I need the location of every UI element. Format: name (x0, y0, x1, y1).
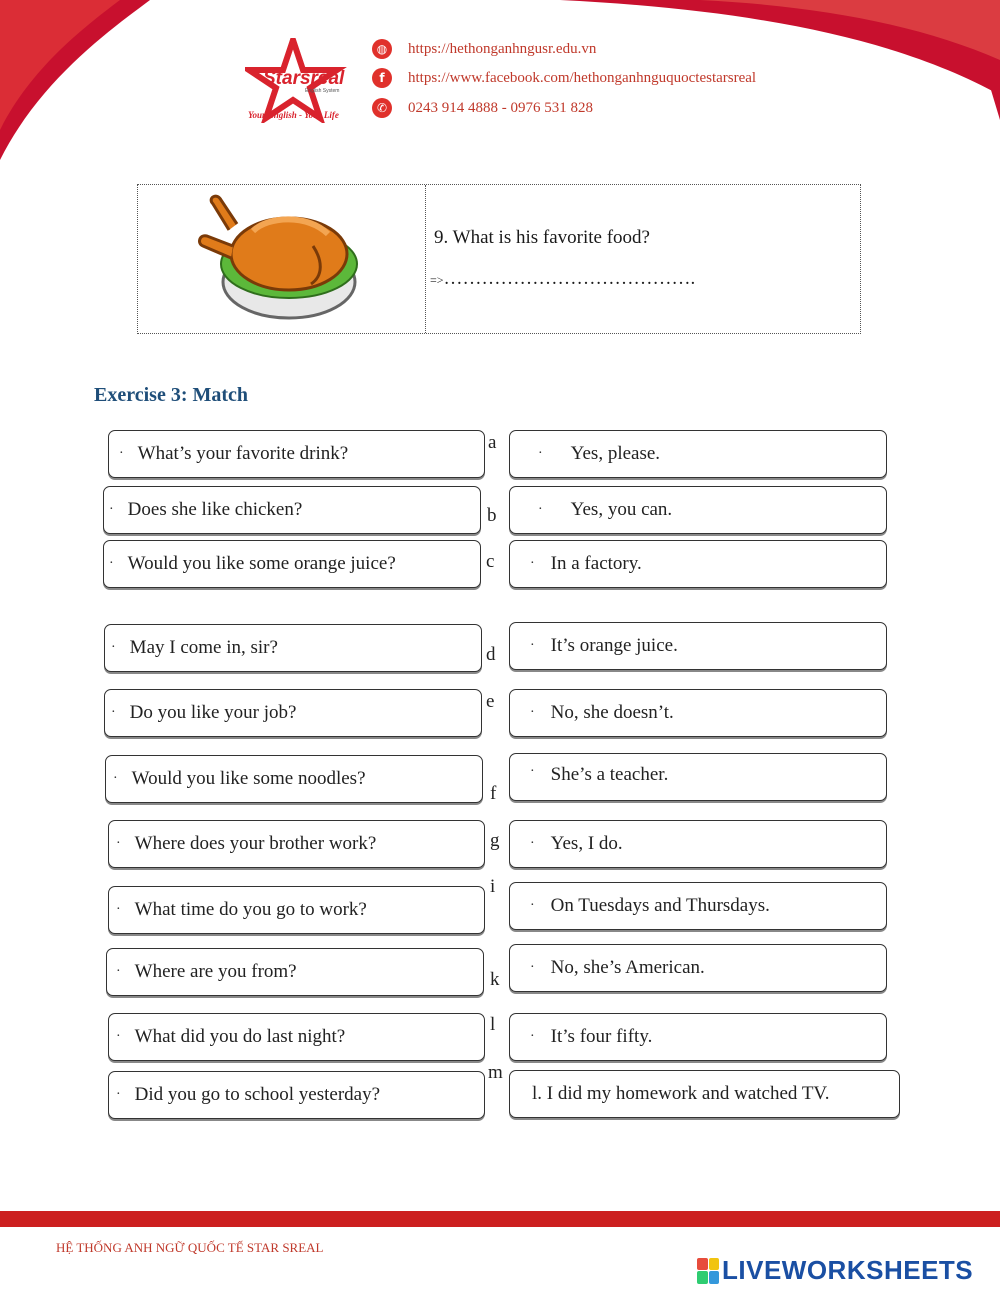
right-item-label: In a factory. (550, 553, 642, 574)
liveworksheets-brand: LIVEWORKSHEETS (722, 1255, 974, 1285)
right-item-label: It’s orange juice. (550, 635, 678, 656)
left-item-8[interactable] (108, 886, 485, 934)
left-item-9[interactable] (106, 948, 484, 996)
match-letter: f (490, 783, 497, 804)
match-letter: g (490, 830, 500, 851)
bullet: · (530, 705, 535, 720)
bullet: · (530, 556, 535, 571)
left-item-7[interactable] (108, 820, 485, 868)
left-item-label: Where are you from? (134, 961, 297, 982)
liveworksheets-logo (697, 1255, 973, 1286)
starsreal-logo (245, 38, 360, 123)
match-letter: d (486, 644, 496, 665)
left-item-5[interactable] (104, 689, 482, 737)
left-item-label: What did you do last night? (134, 1026, 346, 1047)
bullet: · (530, 764, 535, 779)
bullet: · (530, 1029, 535, 1044)
bullet: · (109, 502, 114, 517)
brand-slogan: Your English - Your Life (248, 110, 339, 120)
bullet: · (116, 964, 121, 979)
match-letter: e (486, 691, 495, 712)
right-item-2[interactable] (509, 486, 887, 534)
exercise-title: Exercise 3: Match (94, 384, 249, 406)
right-item-label: l. I did my homework and watched TV. (532, 1083, 830, 1104)
left-item-2[interactable] (103, 486, 481, 534)
left-item-label: Where does your brother work? (134, 833, 377, 854)
facebook-icon: f (372, 68, 392, 88)
left-item-label: Did you go to school yesterday? (134, 1084, 381, 1105)
globe-icon: ◍ (372, 39, 392, 59)
match-letter: a (488, 432, 497, 453)
bullet: · (109, 556, 114, 571)
right-item-label: On Tuesdays and Thursdays. (550, 895, 770, 916)
brand-name: Starsreal (263, 68, 345, 89)
right-item-4[interactable] (509, 622, 887, 670)
match-letter: i (490, 876, 496, 897)
left-item-label: May I come in, sir? (129, 637, 278, 658)
left-item-label: Do you like your job? (129, 702, 297, 723)
right-item-10[interactable] (509, 1013, 887, 1061)
match-letter: k (490, 969, 500, 990)
bullet: · (113, 771, 118, 786)
right-item-3[interactable] (509, 540, 887, 588)
left-item-label: Would you like some orange juice? (127, 553, 396, 574)
right-item-11[interactable] (509, 1070, 900, 1118)
bullet: · (538, 502, 543, 517)
bullet: · (119, 446, 124, 461)
answer-prefix: => (430, 273, 444, 287)
right-item-label: No, she doesn’t. (550, 702, 674, 723)
website-row (372, 39, 596, 59)
website-link[interactable]: https://hethonganhngusr.edu.vn (408, 40, 597, 57)
right-item-9[interactable] (509, 944, 887, 992)
footer-org: HỆ THỐNG ANH NGỮ QUỐC TẾ STAR SREAL (56, 1240, 324, 1255)
phone-row (372, 98, 593, 118)
right-item-8[interactable] (509, 882, 887, 930)
right-item-label: No, she’s American. (550, 957, 705, 978)
bullet: · (538, 446, 543, 461)
left-item-1[interactable] (108, 430, 485, 478)
left-item-label: What time do you go to work? (134, 899, 367, 920)
facebook-row (372, 68, 756, 88)
right-item-label: Yes, please. (570, 443, 661, 464)
left-item-11[interactable] (108, 1071, 485, 1119)
phone-number: 0243 914 4888 - 0976 531 828 (408, 99, 593, 116)
bullet: · (111, 705, 116, 720)
facebook-link[interactable]: https://www.facebook.com/hethonganhnguquoctestarsreal (408, 69, 757, 86)
right-item-6[interactable] (509, 753, 887, 801)
left-item-6[interactable] (105, 755, 483, 803)
left-item-4[interactable] (104, 624, 482, 672)
match-letter: c (486, 551, 495, 572)
bullet: · (116, 1029, 121, 1044)
left-item-label: What’s your favorite drink? (137, 443, 349, 464)
bullet: · (530, 960, 535, 975)
bullet: · (116, 1087, 121, 1102)
footer-bar (0, 1211, 1000, 1227)
left-item-3[interactable] (103, 540, 481, 588)
answer-line[interactable] (430, 268, 695, 290)
bullet: · (530, 898, 535, 913)
liveworksheets-icon (697, 1258, 719, 1284)
right-item-label: She’s a teacher. (550, 764, 669, 785)
match-letter: m (488, 1062, 503, 1083)
right-item-label: It’s four fifty. (550, 1026, 653, 1047)
question-text: 9. What is his favorite food? (434, 227, 650, 248)
bullet: · (116, 902, 121, 917)
roast-chicken-image (193, 186, 368, 326)
answer-blank: …………………………………. (443, 268, 696, 289)
right-item-5[interactable] (509, 689, 887, 737)
left-item-10[interactable] (108, 1013, 485, 1061)
left-item-label: Would you like some noodles? (131, 768, 366, 789)
match-letter: l (490, 1014, 496, 1035)
match-letter: b (487, 505, 497, 526)
bullet: · (111, 640, 116, 655)
right-item-label: Yes, you can. (570, 499, 673, 520)
bullet: · (116, 836, 121, 851)
bullet: · (530, 836, 535, 851)
right-item-7[interactable] (509, 820, 887, 868)
left-item-label: Does she like chicken? (127, 499, 303, 520)
right-item-label: Yes, I do. (550, 833, 623, 854)
phone-icon: ✆ (372, 98, 392, 118)
brand-sub: English System (305, 88, 340, 94)
right-item-1[interactable] (509, 430, 887, 478)
bullet: · (530, 638, 535, 653)
